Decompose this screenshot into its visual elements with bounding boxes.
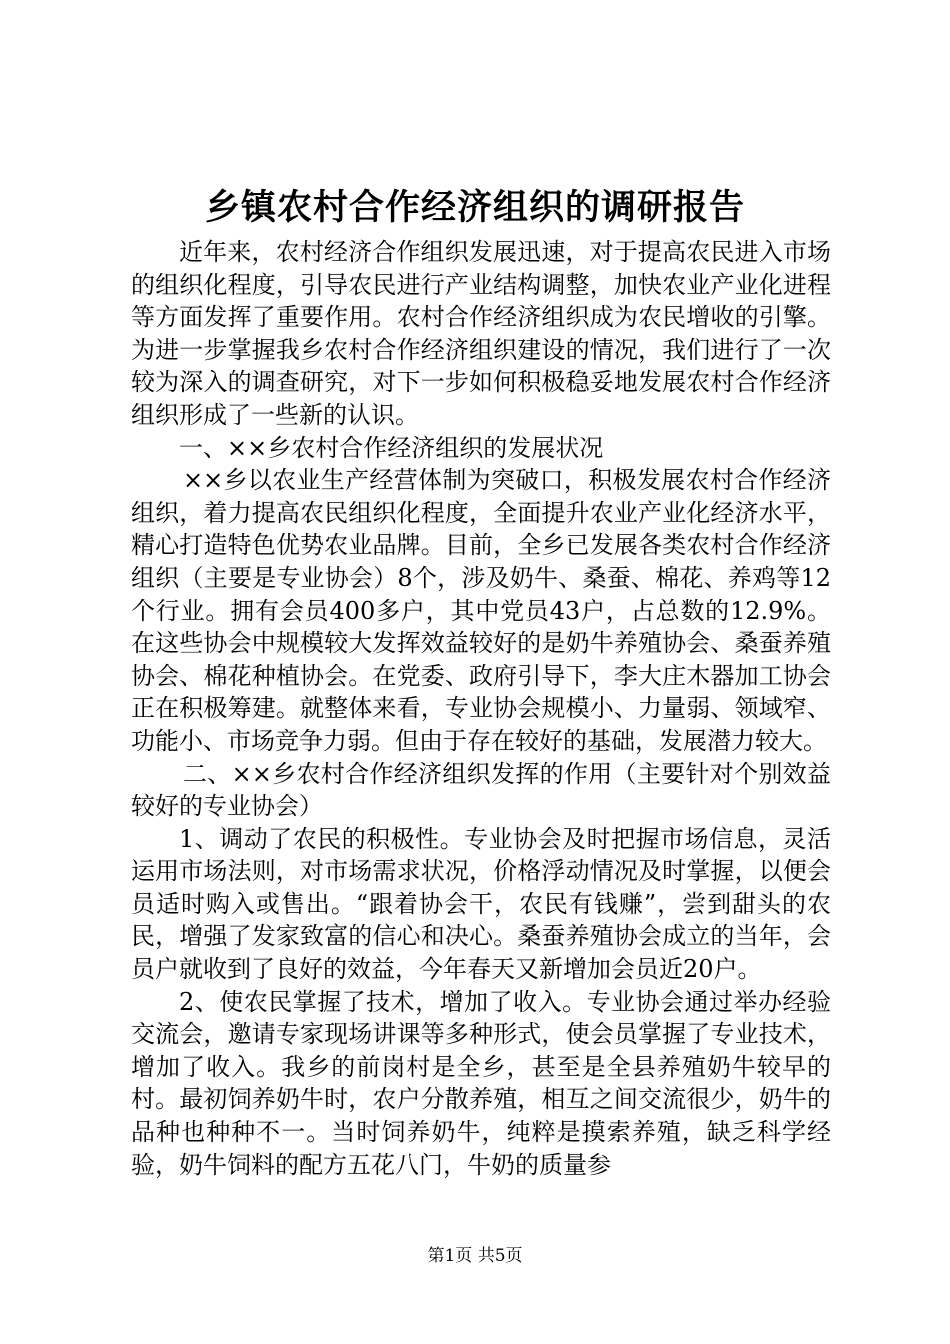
paragraph-section-1: ××乡以农业生产经营体制为突破口，积极发展农村合作经济组织，着力提高农民组织化程度，全面提升农业产业化经济水平，精心打造特色优势农业品牌。目前，全乡已发展各类农村合作经济组织（主要是专业协会）8个，涉及奶牛、桑蚕、棉花、养鸡等12个行业。拥有会员400多户，其中党员43户，占总数的12.9%。在这些协会中规模较大发挥效益较好的是奶牛养殖协会、桑蚕养殖协会、棉花种植协会。在党委、政府引导下，李大庄木器加工协会正在积极筹建。就整体来看，专业协会规模小、力量弱、领域窄、功能小、市场竞争力弱。但由于存在较好的基础，发展潜力较大。 bbox=[131, 466, 831, 755]
page-footer: 第1页 共5页 bbox=[427, 1246, 523, 1266]
section-heading-2: 二、××乡农村合作经济组织发挥的作用（主要针对个别效益较好的专业协会） bbox=[131, 759, 831, 821]
paragraph-item-1: 1、调动了农民的积极性。专业协会及时把握市场信息，灵活运用市场法则，对市场需求状况，价格浮动情况及时掌握，以便会员适时购入或售出。“跟着协会干，农民有钱赚”，尝到甜头的农民，增强了发家致富的信心和决心。桑蚕养殖协会成立的当年，会员户就收到了良好的效益，今年春天又新增加会员近20户。 bbox=[131, 824, 831, 984]
paragraph-item-2: 2、使农民掌握了技术，增加了收入。专业协会通过举办经验交流会，邀请专家现场讲课等多种形式，使会员掌握了专业技术，增加了收入。我乡的前岗村是全乡，甚至是全县养殖奶牛较早的村。最初饲养奶牛时，农户分散养殖，相互之间交流很少，奶牛的品种也种种不一。当时饲养奶牛，纯粹是摸索养殖，缺乏科学经验，奶牛饲料的配方五花八门，牛奶的质量参 bbox=[131, 987, 831, 1179]
paragraph-intro: 近年来，农村经济合作组织发展迅速，对于提高农民进入市场的组织化程度，引导农民进行产业结构调整，加快农业产业化进程等方面发挥了重要作用。农村合作经济组织成为农民增收的引擎。为进一步掌握我乡农村合作经济组织建设的情况，我们进行了一次较为深入的调查研究，对下一步如何积极稳妥地发展农村合作经济组织形成了一些新的认识。 bbox=[131, 238, 831, 429]
document-body bbox=[131, 236, 831, 1181]
document-title: 乡镇农村合作经济组织的调研报告 bbox=[204, 187, 745, 228]
section-heading-1: 一、××乡农村合作经济组织的发展状况 bbox=[179, 433, 604, 462]
